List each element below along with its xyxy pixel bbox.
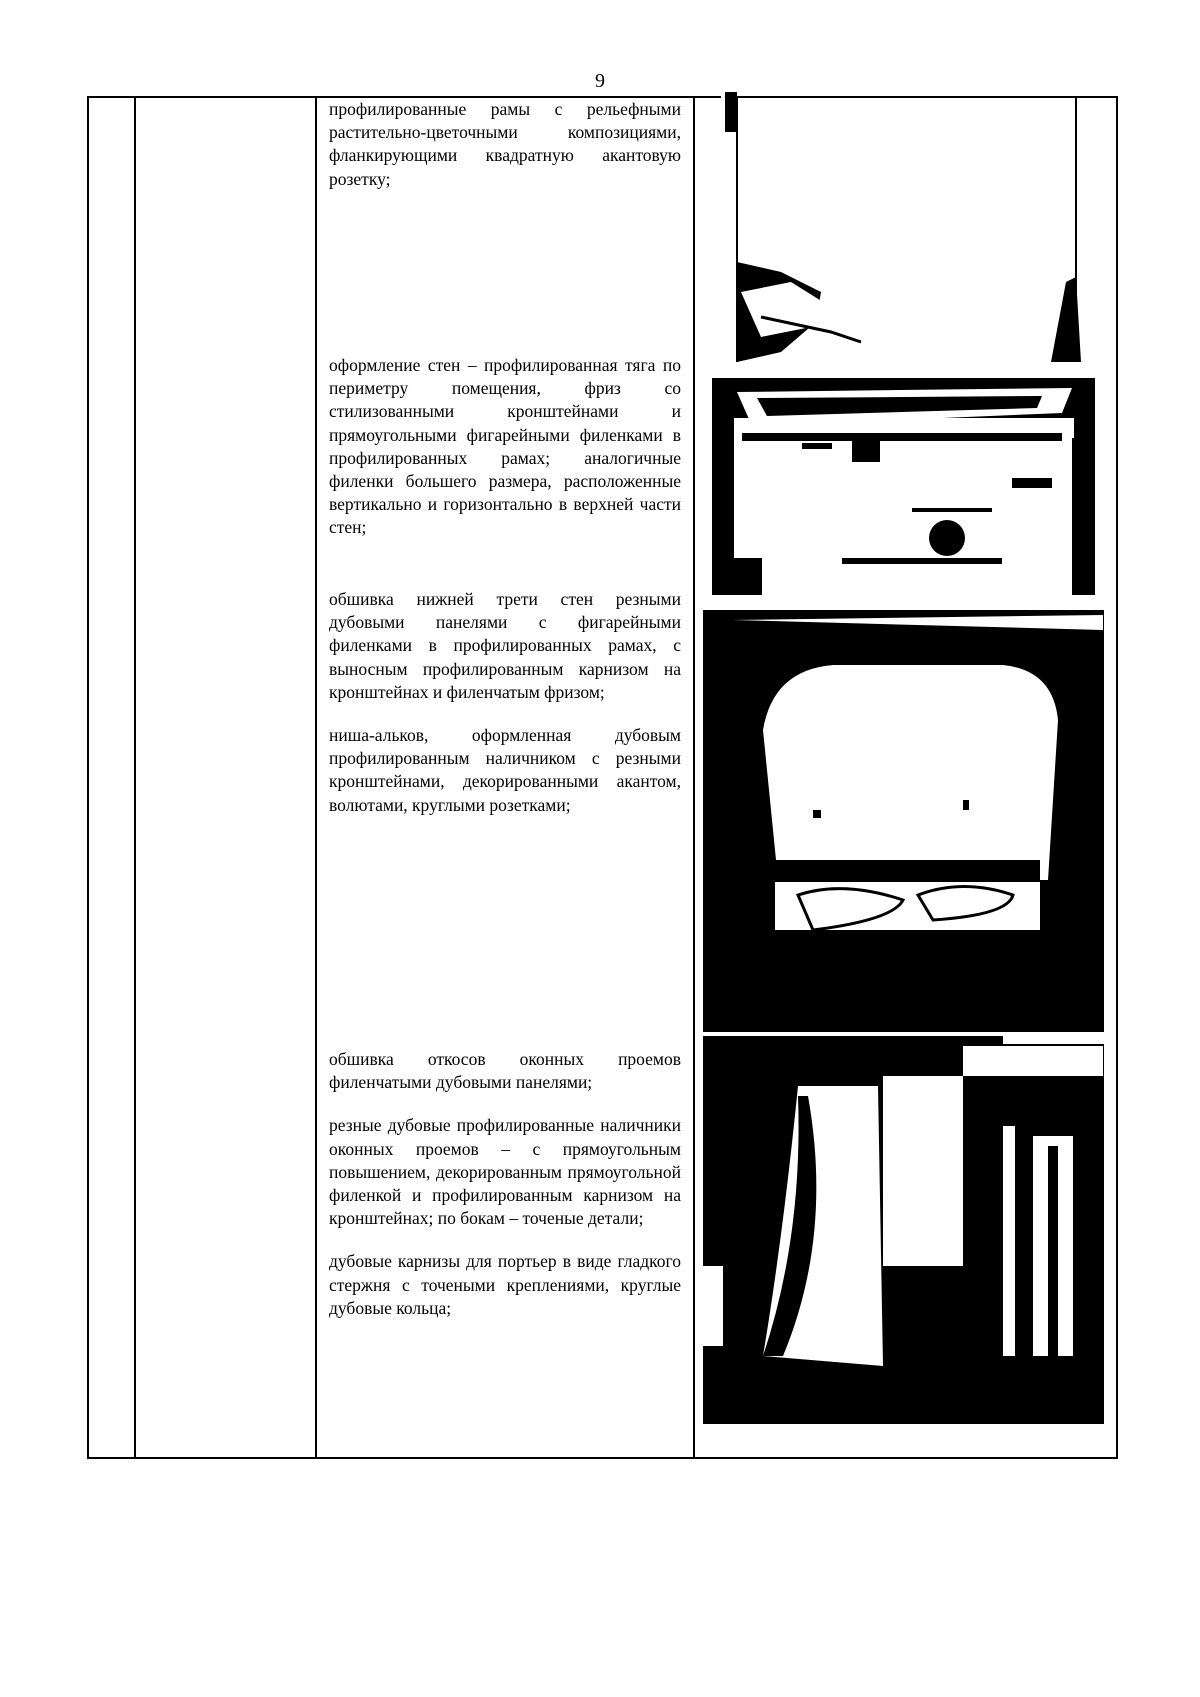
row-4-description xyxy=(329,1048,681,1340)
row-3-description xyxy=(329,588,681,837)
alcove-bedroom-photo xyxy=(703,610,1104,1032)
row-3-paragraph-2: ниша-альков, оформленная дубовым профилированным наличником с резными кронштейнами, декорированными акантом, волютами, круглыми розетками; xyxy=(329,725,681,815)
column-divider-3 xyxy=(693,98,695,1457)
page-number: 9 xyxy=(595,70,605,92)
monument-features-table xyxy=(87,96,1118,1459)
row-4-paragraph-2: резные дубовые профилированные наличники оконных проемов – с прямоугольным повышением, декорированным прямоугольной филенкой и профилированным карнизом на кронштейнах; по бокам – точеные детали; xyxy=(329,1115,681,1229)
row-2-description xyxy=(329,354,681,560)
row-4-paragraph-1: обшивка откосов оконных проемов филенчатыми дубовыми панелями; xyxy=(329,1049,681,1093)
row-3-paragraph-1: обшивка нижней трети стен резными дубовыми панелями с фигарейными филенками в профилированных рамах, с выносным профилированным карнизом на кронштейнах и филенчатым фризом; xyxy=(329,589,681,702)
wall-frieze-photo xyxy=(712,378,1095,595)
row-2-paragraph-1: оформление стен – профилированная тяга по периметру помещения, фриз со стилизованными кронштейнами и прямоугольными фигарейными филенками в профилированных рамах; аналогичные филенки большего размера, расположенные вертикально и горизонтально в верхней части стен; xyxy=(329,355,681,538)
row-4-paragraph-3: дубовые карнизы для портьер в виде гладкого стержня с точеными креплениями, круглые дубовые кольца; xyxy=(329,1251,681,1318)
row-1-paragraph-1: профилированные рамы с рельефными растительно-цветочными композициями, фланкирующими квадратную акантовую розетку; xyxy=(329,99,681,189)
ceiling-panel-photo xyxy=(721,92,1096,362)
column-divider-2 xyxy=(315,98,317,1457)
window-curtains-photo xyxy=(703,1036,1104,1424)
row-1-description xyxy=(329,98,681,211)
column-divider-1 xyxy=(134,98,136,1457)
